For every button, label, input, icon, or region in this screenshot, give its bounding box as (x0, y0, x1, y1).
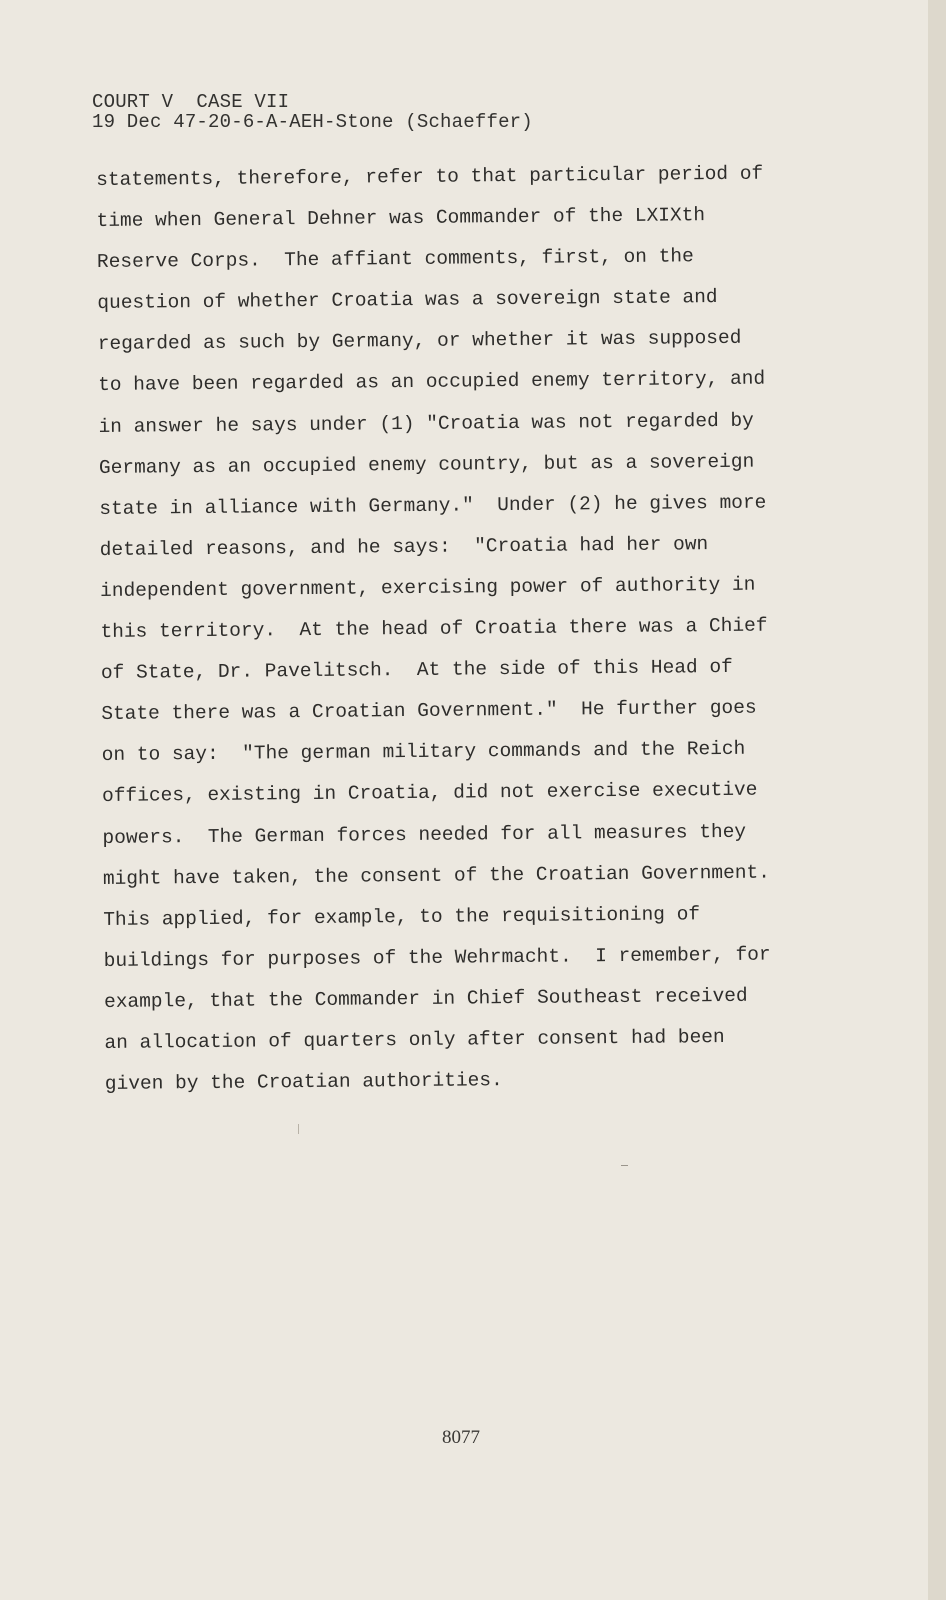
text-line: example, that the Commander in Chief Southeast received (103, 984, 748, 1013)
text-line: Germany as an occupied enemy country, but as a sovereign (98, 450, 755, 479)
text-line: an allocation of quarters only after consent had been (104, 1025, 725, 1054)
text-line: State there was a Croatian Government." He further goes (101, 696, 757, 726)
text-line: state in alliance with Germany." Under (2) he gives more (99, 491, 767, 520)
text-line: This applied, for example, to the requisitioning of (103, 902, 701, 931)
stray-mark (621, 1165, 628, 1166)
text-line: Reserve Corps. The affiant comments, first, on the (96, 245, 694, 274)
text-line: regarded as such by Germany, or whether it was supposed (97, 327, 742, 356)
date-reference-line: 19 Dec 47-20-6-A-AEH-Stone (Schaeffer) (92, 111, 533, 133)
text-line: in answer he says under (1) "Croatia was not regarded by (98, 409, 754, 438)
text-line: given by the Croatian authorities. (104, 1069, 503, 1096)
text-line: time when General Dehner was Commander of the LXIXth (96, 204, 706, 233)
stray-mark (298, 1124, 299, 1134)
text-line: offices, existing in Croatia, did not exercise executive (102, 779, 758, 808)
case-header (92, 92, 533, 132)
text-line: statements, therefore, refer to that particular period of (96, 162, 764, 191)
text-line: buildings for purposes of the Wehrmacht. I remember, for (103, 943, 771, 972)
paper-edge (928, 0, 946, 1600)
text-line: might have taken, the consent of the Croatian Government. (102, 861, 770, 890)
court-case-line: COURT V CASE VII (92, 91, 290, 113)
page-number: 8077 (442, 1427, 480, 1448)
body-text (96, 153, 825, 1105)
text-line: on to say: "The german military commands and the Reich (101, 738, 746, 767)
text-line: of State, Dr. Pavelitsch. At the side of this Head of (100, 656, 733, 685)
text-line: to have been regarded as an occupied enemy territory, and (98, 368, 766, 397)
text-line: powers. The German forces needed for all measures they (102, 820, 747, 849)
text-line: detailed reasons, and he says: "Croatia had her own (99, 532, 709, 561)
text-line: independent government, exercising power of authority in (100, 573, 756, 602)
text-line: this territory. At the head of Croatia there was a Chief (100, 614, 768, 644)
text-line: question of whether Croatia was a sovereign state and (97, 286, 718, 315)
